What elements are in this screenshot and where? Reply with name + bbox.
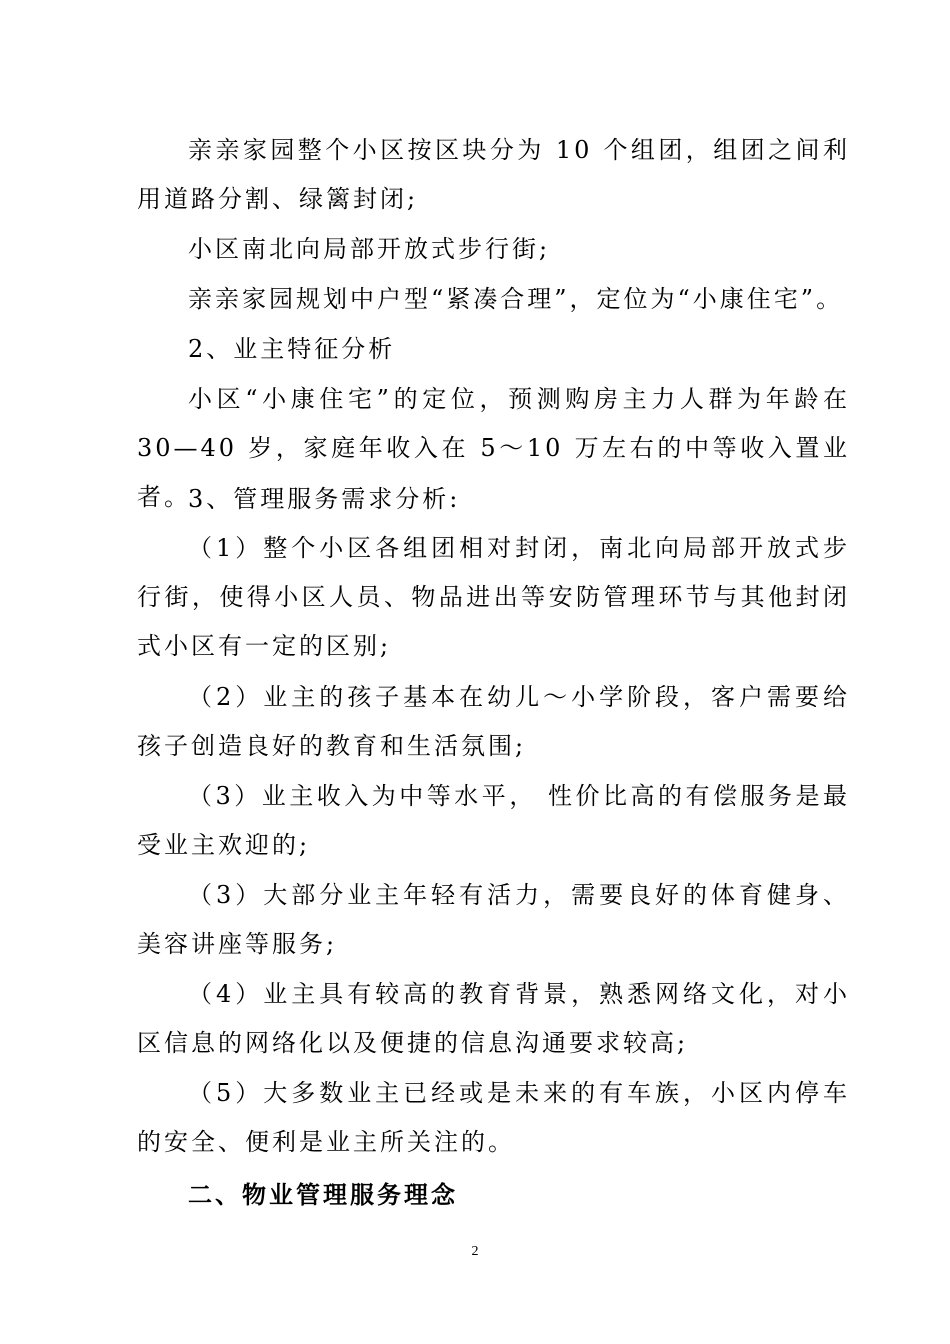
list-item-need-5: （5）大多数业主已经或是未来的有车族，小区内停车的安全、便利是业主所关注的。 [137,1079,850,1156]
page-number: 2 [471,1244,479,1259]
paragraph-owner-profile: 小区“小康住宅”的定位，预测购房主力人群为年龄在 30—40 岁，家庭年收入在 5～10 万左右的中等收入置业者。 [137,385,850,511]
list-item-need-3b: （3）大部分业主年轻有活力，需要良好的体育健身、美容讲座等服务; [137,881,850,958]
paragraph-community-layout: 亲亲家园整个小区按区块分为 10 个组团，组团之间利用道路分割、绿篱封闭; [137,136,850,213]
list-item-need-2: （2）业主的孩子基本在幼儿～小学阶段，客户需要给孩子创造良好的教育和生活氛围; [137,683,850,760]
section-heading: 二、物业管理服务理念 [188,1180,458,1209]
list-item-need-3a: （3）业主收入为中等水平， 性价比高的有偿服务是最受业主欢迎的; [137,782,850,859]
subheading-service-needs: 3、管理服务需求分析: [188,485,461,513]
paragraph-pedestrian-street: 小区南北向局部开放式步行街; [188,235,551,263]
paragraph-unit-positioning: 亲亲家园规划中户型“紧凑合理”，定位为“小康住宅”。 [188,285,844,313]
subheading-owner-analysis: 2、业主特征分析 [188,335,396,363]
list-item-need-1: （1）整个小区各组团相对封闭，南北向局部开放式步行街，使得小区人员、物品进出等安防管理环节与其他封闭式小区有一定的区别; [137,534,850,660]
list-item-need-4: （4）业主具有较高的教育背景，熟悉网络文化，对小区信息的网络化以及便捷的信息沟通要求较高; [137,980,850,1057]
